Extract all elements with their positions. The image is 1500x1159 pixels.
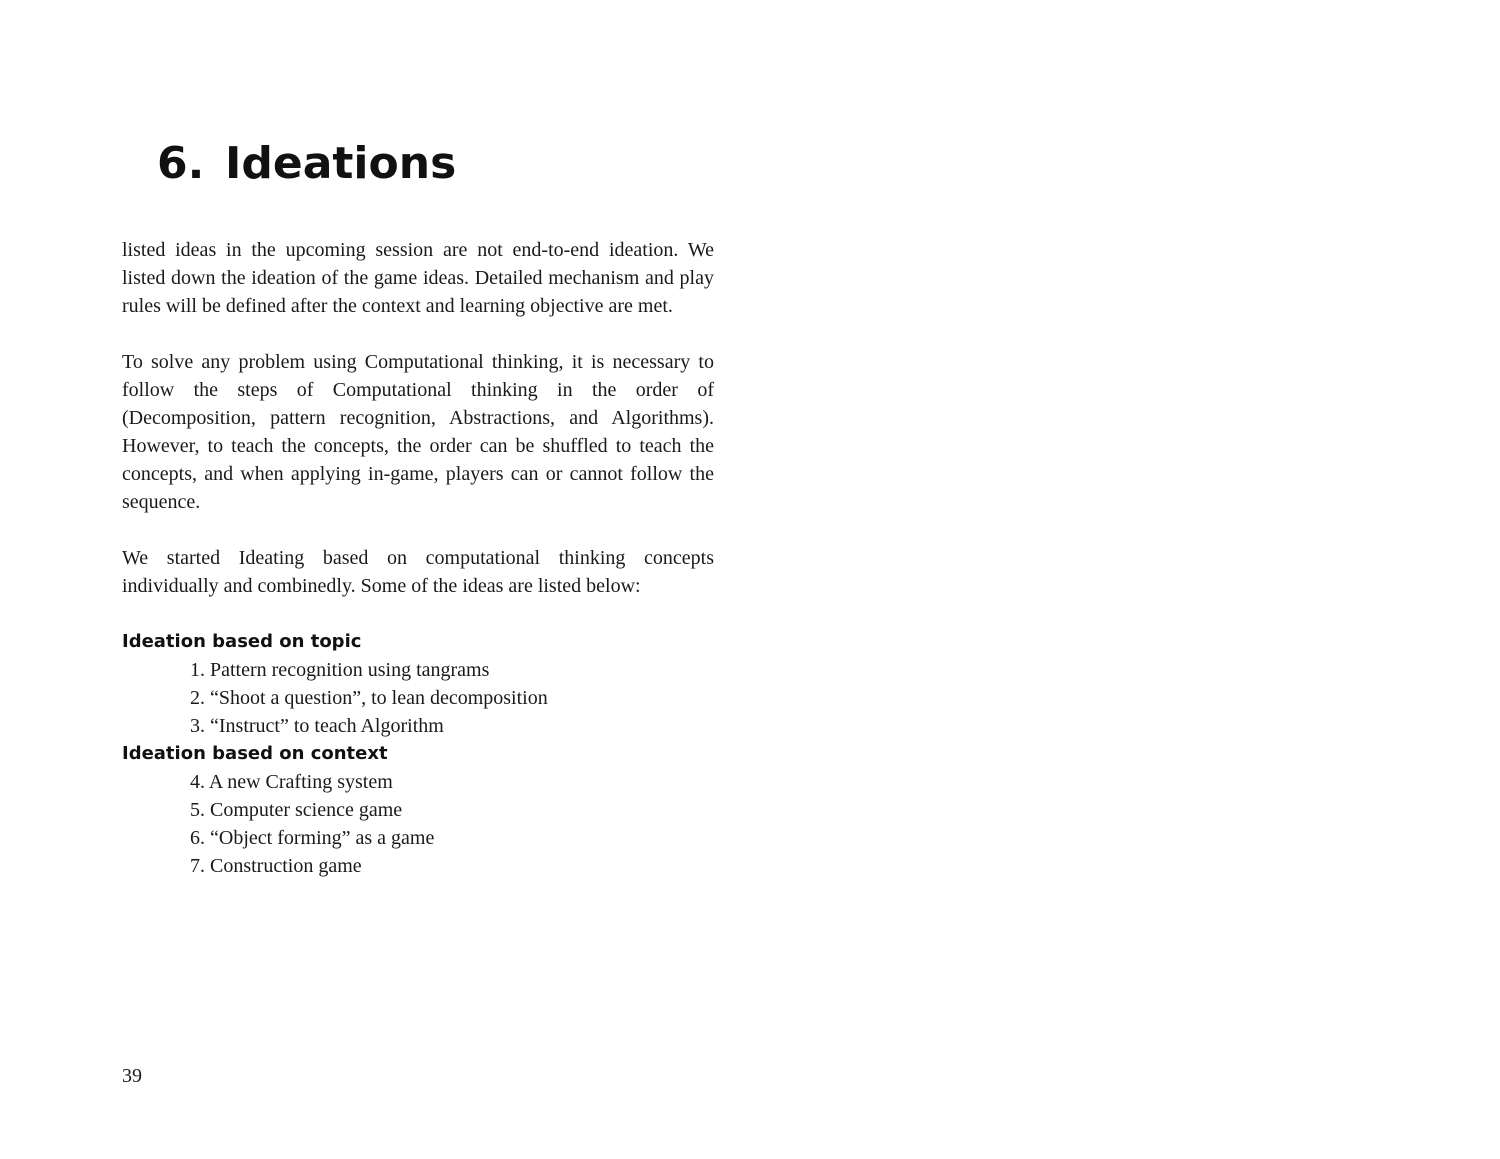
list-item: 3. “Instruct” to teach Algorithm bbox=[190, 715, 444, 737]
section-heading-context: Ideation based on context bbox=[122, 743, 388, 764]
idea-list-topic bbox=[122, 656, 714, 740]
computational-thinking-paragraph: To solve any problem using Computational thinking, it is necessary to follow the steps of Computational thinking in the order of (Decomposition, pattern recognition, Abstractions, and Algorithms). However, to teach the concepts, the order can be shuffled to teach the concepts, and when applying in-game, players can or cannot follow the sequence. bbox=[122, 351, 714, 513]
list-item: 7. Construction game bbox=[190, 855, 362, 877]
list-item: 5. Computer science game bbox=[190, 799, 403, 821]
idea-list-context bbox=[122, 768, 714, 880]
chapter-title bbox=[157, 136, 456, 192]
list-item: 2. “Shoot a question”, to lean decomposition bbox=[190, 687, 548, 709]
list-item: 6. “Object forming” as a game bbox=[190, 827, 435, 849]
section-topic bbox=[122, 628, 714, 740]
chapter-title-text: Ideations bbox=[225, 138, 457, 189]
list-item: 4. A new Crafting system bbox=[190, 771, 393, 793]
intro-paragraph: listed ideas in the upcoming session are not end-to-end ideation. We listed down the ideation of the game ideas. Detailed mechanism and play rules will be defined after the context and learning objective are met. bbox=[122, 239, 714, 317]
body-content bbox=[122, 236, 714, 880]
section-heading-topic: Ideation based on topic bbox=[122, 631, 362, 652]
section-context bbox=[122, 740, 714, 880]
page-number: 39 bbox=[122, 1065, 142, 1087]
chapter-number: 6. bbox=[157, 138, 205, 189]
list-item: 1. Pattern recognition using tangrams bbox=[190, 659, 490, 681]
ideating-paragraph: We started Ideating based on computational thinking concepts individually and combinedly. Some of the ideas are listed below: bbox=[122, 547, 714, 597]
